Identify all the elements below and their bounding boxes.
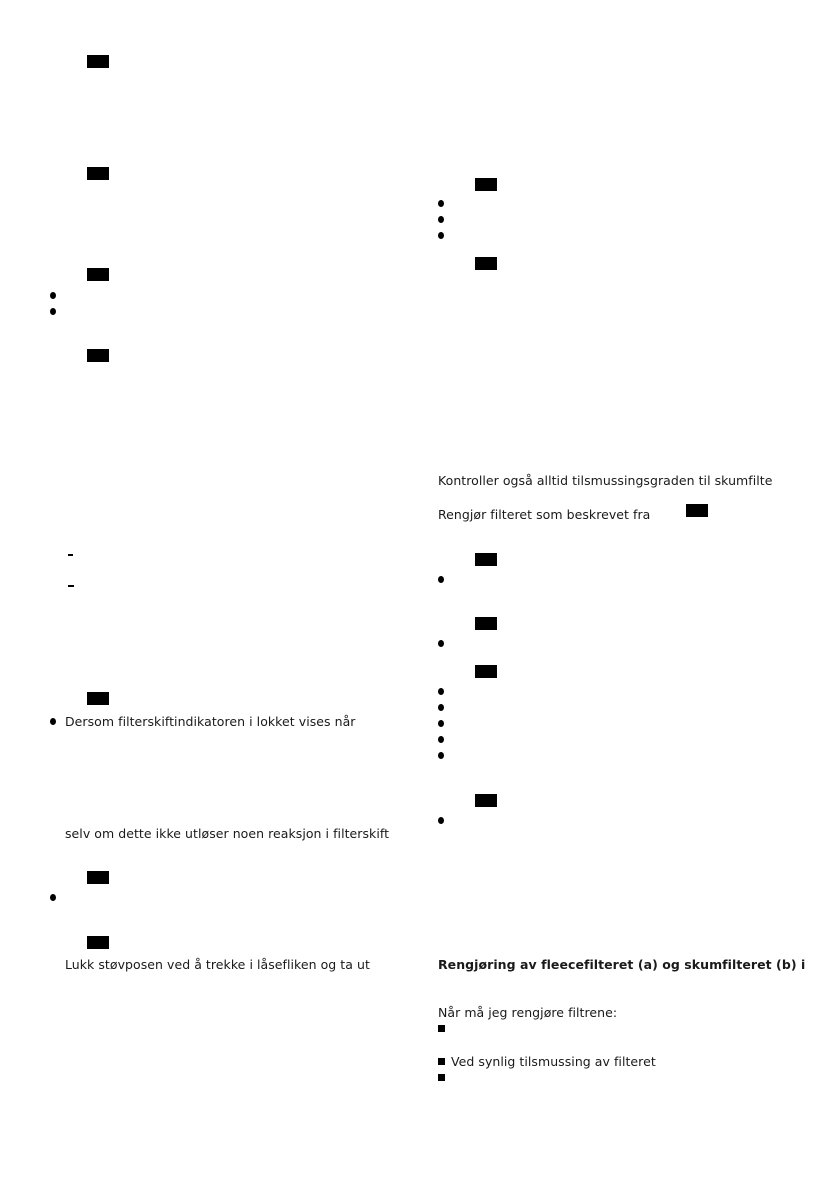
- black-marker: [87, 936, 109, 949]
- black-marker: [475, 257, 497, 270]
- bullet-icon: [438, 720, 444, 727]
- bullet-icon: [50, 308, 56, 315]
- square-bullet-icon: [438, 1025, 445, 1032]
- when-clean-text: Når må jeg rengjøre filtrene:: [438, 1005, 618, 1020]
- bullet-icon: [438, 752, 444, 759]
- dash-icon: [68, 585, 74, 587]
- bullet-icon: [50, 292, 56, 299]
- black-marker: [87, 349, 109, 362]
- bullet-icon: [438, 736, 444, 743]
- no-reaction-text: selv om dette ikke utløser noen reaksjon i filterskift: [65, 826, 390, 841]
- bullet-icon: [438, 216, 444, 223]
- black-marker: [686, 504, 708, 517]
- clean-filter-text: Rengjør filteret som beskrevet fra: [438, 507, 651, 522]
- bullet-icon: [438, 232, 444, 239]
- bullet-icon: [50, 894, 56, 901]
- black-marker: [87, 55, 109, 68]
- square-bullet-icon: [438, 1074, 445, 1081]
- bullet-icon: [438, 817, 444, 824]
- black-marker: [475, 178, 497, 191]
- black-marker: [475, 665, 497, 678]
- black-marker: [87, 692, 109, 705]
- visible-dirt-text: Ved synlig tilsmussing av filteret: [451, 1054, 656, 1069]
- bullet-icon: [438, 200, 444, 207]
- black-marker: [475, 794, 497, 807]
- black-marker: [475, 553, 497, 566]
- black-marker: [475, 617, 497, 630]
- check-foam-text: Kontroller også alltid tilsmussingsgraden til skumfilte: [438, 473, 773, 488]
- close-bag-text: Lukk støvposen ved å trekke i låsefliken og ta ut: [65, 957, 370, 972]
- bullet-icon: [50, 718, 56, 725]
- bullet-icon: [438, 688, 444, 695]
- bullet-icon: [438, 640, 444, 647]
- bullet-icon: [438, 704, 444, 711]
- black-marker: [87, 167, 109, 180]
- square-bullet-icon: [438, 1058, 445, 1065]
- filter-indicator-text: Dersom filterskiftindikatoren i lokket vises når: [65, 714, 356, 729]
- cleaning-heading: Rengjøring av fleecefilteret (a) og skumfilteret (b) i: [438, 957, 806, 972]
- black-marker: [87, 871, 109, 884]
- black-marker: [87, 268, 109, 281]
- dash-icon: [68, 554, 73, 556]
- bullet-icon: [438, 576, 444, 583]
